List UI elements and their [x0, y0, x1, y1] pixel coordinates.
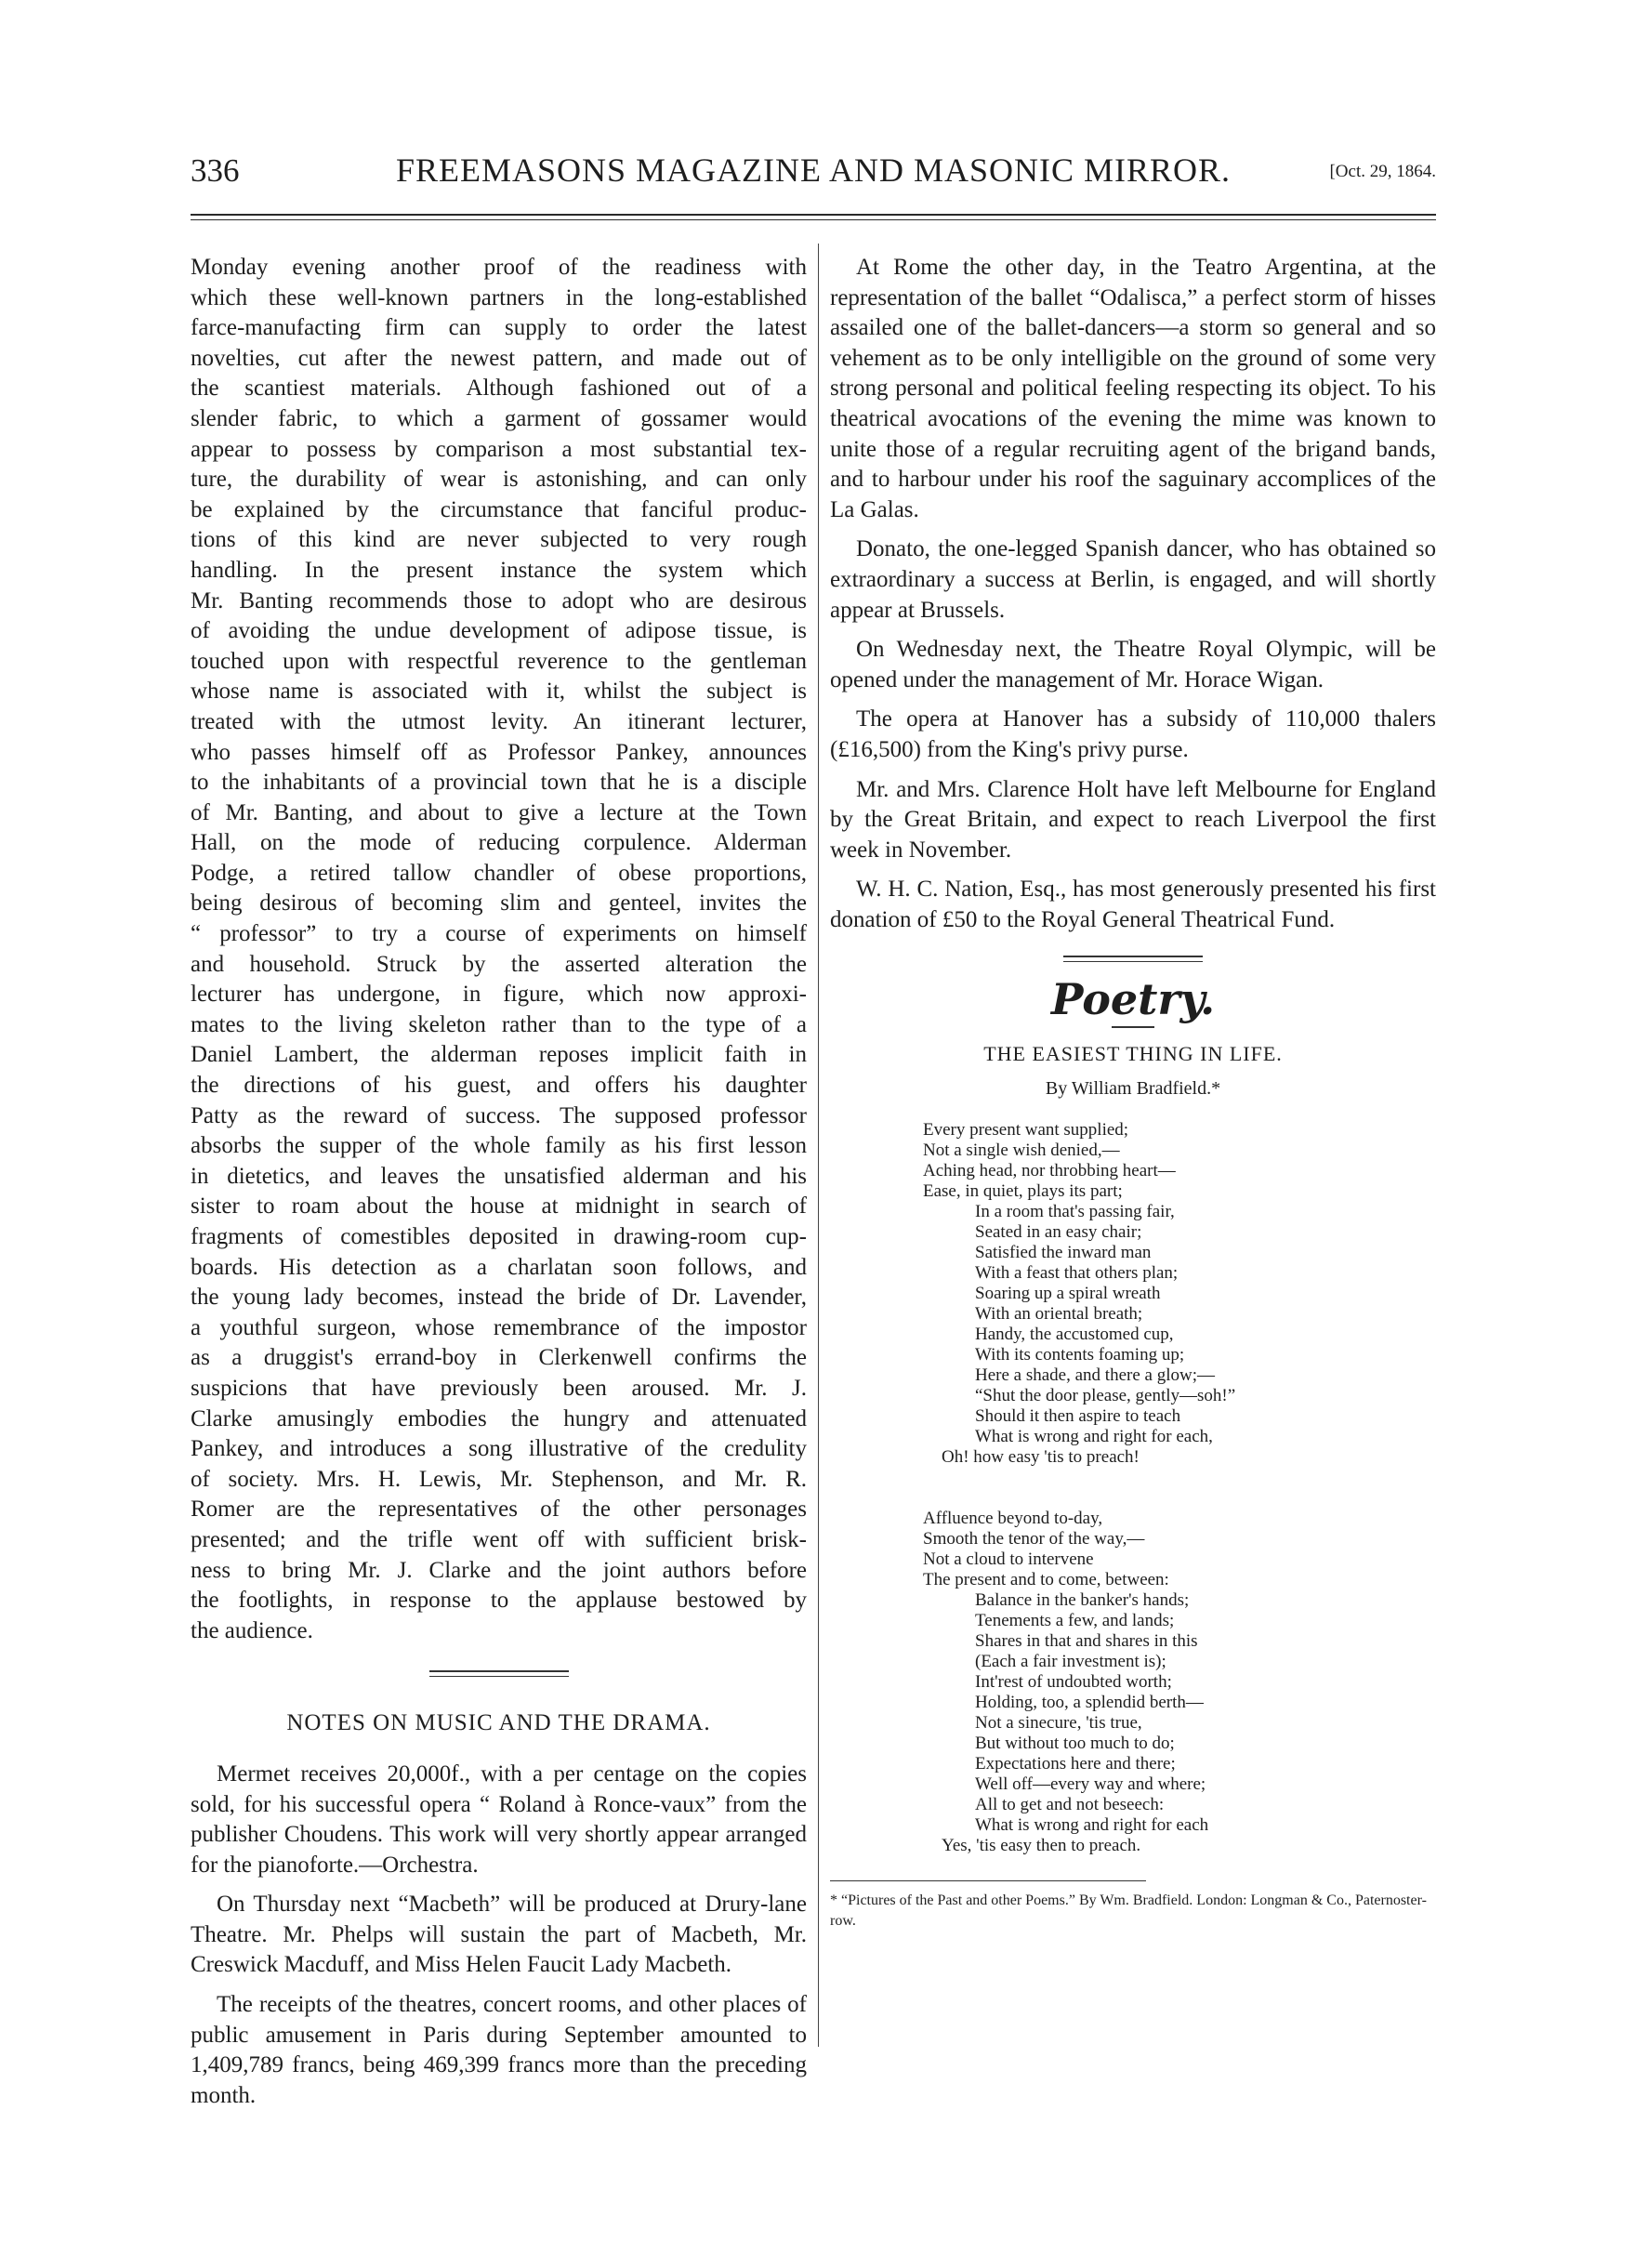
- poem-line: Balance in the banker's hands;: [975, 1590, 1190, 1611]
- left-column: [191, 253, 807, 2111]
- text-line: a youthful surgeon, whose remembrance of the impostor: [191, 1314, 807, 1340]
- poem-line: (Each a fair investment is);: [975, 1652, 1166, 1672]
- poem-body: [923, 1120, 1436, 1856]
- poem-line: Handy, the accustomed cup,: [975, 1325, 1174, 1345]
- text-line: of Mr. Banting, and about to give a lecture at the Town: [191, 799, 807, 825]
- text-line: the directions of his guest, and offers his daughter: [191, 1073, 807, 1099]
- text-line: whose name is associated with it, whilst the subject is: [191, 679, 807, 705]
- text-line: Daniel Lambert, the alderman reposes implicit faith in: [191, 1042, 807, 1068]
- section-divider: [191, 1670, 807, 1677]
- poem-line: What is wrong and right for each: [975, 1815, 1209, 1836]
- page-header: [191, 147, 1436, 195]
- poem-line: With an oriental breath;: [975, 1304, 1143, 1325]
- text-line: the audience.: [191, 1617, 313, 1643]
- section-title: NOTES ON MUSIC AND THE DRAMA.: [286, 1710, 711, 1736]
- text-line: sister to roam about the house at midnight in search of: [191, 1193, 807, 1220]
- poem-line: But without too much to do;: [975, 1734, 1175, 1754]
- poetry-heading-rule: [1112, 1026, 1154, 1028]
- text-line: touched upon with respectful reverence to the gentleman: [191, 648, 807, 674]
- text-line: ture, the durability of wear is astonishing, and can only: [191, 467, 807, 493]
- paragraph-rome: At Rome the other day, in the Teatro Argentina, at the representation of the ballet “Odalisca,” a perfect storm of hisses assailed one of the ballet-dancers—a storm so general and so vehement as to be only intelligible on the ground of some very strong personal and political feeling respecting its object. To his theatrical avocations of the evening the mime was known to unite those of a regular recruiting agent of the brigand bands, and to harbour under his roof the saguinary accomplices of the La Galas.: [830, 255, 1436, 522]
- poem-line: Expectations here and there;: [975, 1754, 1176, 1774]
- paragraph-mermet: Mermet receives 20,000f., with a per centage on the copies sold, for his successful opera “ Roland à Ronce-vaux” from the publisher Choudens. This work will very shortly appear arranged for the pianoforte.—Orchestra.: [191, 1760, 807, 1878]
- poem-line: Aching head, nor throbbing heart—: [923, 1161, 1176, 1181]
- poem-line: Oh! how easy 'tis to preach!: [942, 1447, 1140, 1468]
- stanza-gap: [923, 1468, 1436, 1509]
- text-line: of society. Mrs. H. Lewis, Mr. Stephenson, and Mr. R.: [191, 1466, 807, 1492]
- text-line: treated with the utmost levity. An itinerant lecturer,: [191, 708, 807, 734]
- divider-rule-thin: [1063, 961, 1203, 962]
- text-line: Mr. Banting recommends those to adopt who are desirous: [191, 587, 807, 613]
- poem-line: Shares in that and shares in this: [975, 1631, 1198, 1652]
- poem-line: “Shut the door please, gently—soh!”: [975, 1386, 1236, 1406]
- text-line: mates to the living skeleton rather than to the type of a: [191, 1011, 807, 1037]
- poem-author: By William Bradfield.*: [1045, 1077, 1221, 1099]
- poem-line: With a feast that others plan;: [975, 1263, 1179, 1284]
- text-line: lecturer has undergone, in figure, which now approxi-: [191, 982, 807, 1008]
- header-rule-thin: [191, 219, 1436, 220]
- text-line: presented; and the trifle went off with sufficient brisk-: [191, 1526, 807, 1552]
- text-line: fragments of comestibles deposited in drawing-room cup-: [191, 1224, 807, 1249]
- poem-line: Holding, too, a splendid berth—: [975, 1693, 1204, 1713]
- text-line: Clarke amusingly embodies the hungry and attenuated: [191, 1405, 807, 1431]
- masthead-title: FREEMASONS MAGAZINE AND MASONIC MIRROR.: [395, 152, 1232, 189]
- poem-stanza-1: [923, 1120, 1436, 1468]
- text-line: handling. In the present instance the system which: [191, 557, 807, 583]
- right-column: [830, 253, 1436, 1932]
- text-line: of avoiding the undue development of adipose tissue, is: [191, 618, 807, 644]
- poem-line: Tenements a few, and lands;: [975, 1611, 1175, 1631]
- footnote-rule: [830, 1880, 1146, 1881]
- text-line: suspicions that have previously been aroused. Mr. J.: [191, 1375, 807, 1401]
- text-line: Pankey, and introduces a song illustrative of the credulity: [191, 1436, 807, 1462]
- paragraph-olympic: On Wednesday next, the Theatre Royal Olympic, will be opened under the management of Mr. Horace Wigan.: [830, 637, 1436, 692]
- text-line: the footlights, in response to the applause bestowed by: [191, 1588, 807, 1614]
- poem-line: Well off—every way and where;: [975, 1774, 1206, 1795]
- text-line: tions of this kind are never subjected to very rough: [191, 527, 807, 553]
- poem-line: Soaring up a spiral wreath: [975, 1284, 1161, 1304]
- poem-line: Satisfied the inward man: [975, 1243, 1152, 1263]
- poem-line: Not a sinecure, 'tis true,: [975, 1713, 1142, 1734]
- poem-line: What is wrong and right for each,: [975, 1427, 1213, 1447]
- paragraph-donato: Donato, the one-legged Spanish dancer, who has obtained so extraordinary a success at Berlin, is engaged, and will shortly appear at Brussels.: [830, 536, 1436, 623]
- poem-line: With its contents foaming up;: [975, 1345, 1185, 1365]
- text-line: and household. Struck by the asserted alteration the: [191, 951, 807, 977]
- text-line: which these well-known partners in the long-established: [191, 284, 807, 310]
- text-line: Hall, on the mode of reducing corpulence. Alderman: [191, 830, 807, 856]
- issue-date: [Oct. 29, 1864.: [1329, 162, 1436, 181]
- paragraph-holt: Mr. and Mrs. Clarence Holt have left Melbourne for England by the Great Britain, and expect to reach Liverpool the first week in November.: [830, 776, 1436, 863]
- poem-stanza-2: [923, 1509, 1436, 1856]
- poem-line: Seated in an easy chair;: [975, 1222, 1142, 1243]
- page-number: 336: [191, 152, 240, 189]
- header-rule: [191, 214, 1436, 216]
- divider-rule-thick: [429, 1670, 569, 1672]
- poem-line: Smooth the tenor of the way,—: [923, 1529, 1145, 1549]
- poem-line: In a room that's passing fair,: [975, 1202, 1175, 1222]
- text-line: being desirous of becoming slim and genteel, invites the: [191, 890, 807, 916]
- text-line: boards. His detection as a charlatan soon follows, and: [191, 1254, 807, 1280]
- text-line: as a druggist's errand-boy in Clerkenwell confirms the: [191, 1345, 807, 1371]
- paragraph-nation: W. H. C. Nation, Esq., has most generously presented his first donation of £50 to the Royal General Theatrical Fund.: [830, 877, 1436, 932]
- text-line: Patty as the reward of success. The supposed professor: [191, 1102, 807, 1128]
- divider-rule-thick: [1063, 956, 1203, 957]
- text-line: farce-manufacting firm can supply to order the latest: [191, 315, 807, 341]
- paragraph-hanover: The opera at Hanover has a subsidy of 110,000 thalers (£16,500) from the King's privy purse.: [830, 706, 1436, 762]
- poem-title: THE EASIEST THING IN LIFE.: [983, 1042, 1283, 1066]
- text-line: who passes himself off as Professor Pankey, announces: [191, 739, 807, 765]
- poem-line: Not a single wish denied,—: [923, 1141, 1120, 1161]
- divider-rule-thin: [429, 1676, 569, 1677]
- poem-line: All to get and not beseech:: [975, 1795, 1165, 1815]
- text-line: slender fabric, to which a garment of gossamer would: [191, 405, 807, 431]
- poem-line: Every present want supplied;: [923, 1120, 1129, 1141]
- text-line: to the inhabitants of a provincial town that he is a disciple: [191, 770, 807, 796]
- text-line: Podge, a retired tallow chandler of obese proportions,: [191, 860, 807, 886]
- footnote: * “Pictures of the Past and other Poems.” By Wm. Bradfield. London: Longman & Co., Paternoster-row.: [830, 1892, 1427, 1930]
- text-line: ness to bring Mr. J. Clarke and the joint authors before: [191, 1557, 807, 1583]
- poem-line: Yes, 'tis easy then to preach.: [942, 1836, 1141, 1856]
- poetry-heading: Poetry.: [1050, 974, 1216, 1025]
- poem-line: Int'rest of undoubted worth;: [975, 1672, 1172, 1693]
- text-line: the young lady becomes, instead the bride of Dr. Lavender,: [191, 1285, 807, 1311]
- text-line: in dietetics, and leaves the unsatisfied alderman and his: [191, 1163, 807, 1189]
- text-line: absorbs the supper of the whole family as his first lesson: [191, 1133, 807, 1159]
- poetry-divider: [830, 956, 1436, 962]
- paragraph-macbeth: On Thursday next “Macbeth” will be produced at Drury-lane Theatre. Mr. Phelps will sustain the part of Macbeth, Mr. Creswick Macduff, and Miss Helen Faucit Lady Macbeth.: [191, 1892, 807, 1978]
- poem-line: Not a cloud to intervene: [923, 1549, 1094, 1570]
- text-line: “ professor” to try a course of experiments on himself: [191, 921, 807, 947]
- poem-line: Should it then aspire to teach: [975, 1406, 1181, 1427]
- article-continuation: [191, 253, 807, 1646]
- text-line: Monday evening another proof of the readiness with: [191, 255, 807, 280]
- poem-line: Affluence beyond to-day,: [923, 1509, 1103, 1529]
- poem-line: The present and to come, between:: [923, 1570, 1169, 1590]
- text-line: be explained by the circumstance that fanciful produc-: [191, 496, 807, 522]
- poem-line: Here a shade, and there a glow;—: [975, 1365, 1215, 1386]
- text-line: appear to possess by comparison a most substantial tex-: [191, 436, 807, 462]
- poem-line: Ease, in quiet, plays its part;: [923, 1181, 1123, 1202]
- text-line: the scantiest materials. Although fashioned out of a: [191, 376, 807, 402]
- text-line: Romer are the representatives of the other personages: [191, 1497, 807, 1523]
- paragraph-paris-receipts: The receipts of the theatres, concert rooms, and other places of public amusement in Paris during September amounted to 1,409,789 francs, being 469,399 francs more than the preceding month.: [191, 1992, 807, 2108]
- text-line: novelties, cut after the newest pattern, and made out of: [191, 345, 807, 371]
- column-divider: [818, 244, 819, 2047]
